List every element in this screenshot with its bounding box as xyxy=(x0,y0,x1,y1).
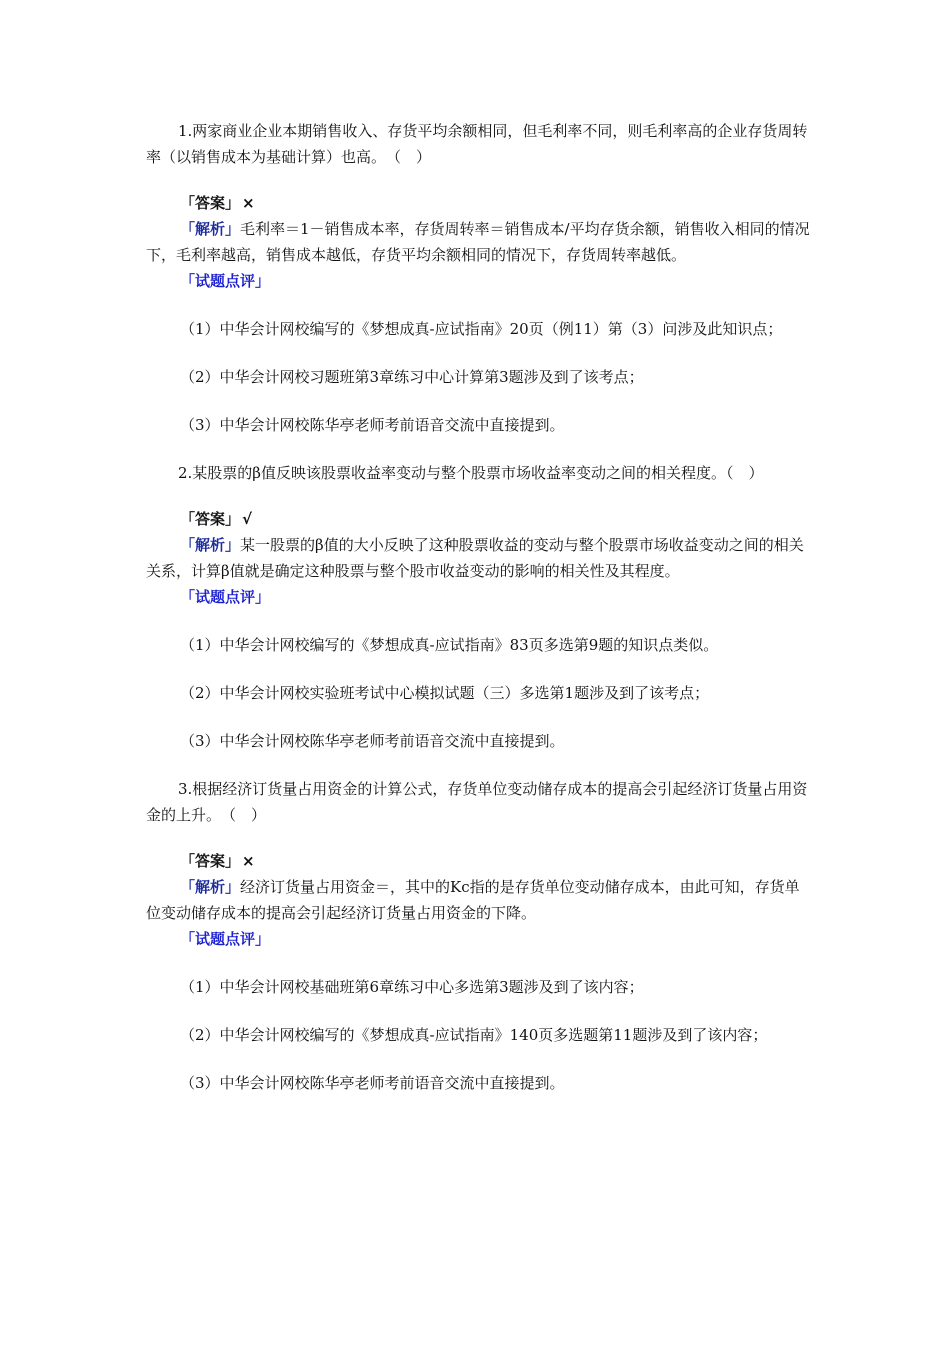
review-item: （3）中华会计网校陈华亭老师考前语音交流中直接提到。 xyxy=(180,1074,565,1092)
answer-value: × xyxy=(242,852,255,870)
question-block-2 xyxy=(146,460,812,754)
review-item: （2）中华会计网校编写的《梦想成真-应试指南》140页多选题第11题涉及到了该内容； xyxy=(180,1026,768,1044)
review-item: （1）中华会计网校编写的《梦想成真-应试指南》83页多选第9题的知识点类似。 xyxy=(180,636,719,654)
answer-label: 「答案」 xyxy=(180,852,241,870)
analysis-text: 毛利率＝1－销售成本率，存货周转率＝销售成本/平均存货余额，销售收入相同的情况下，毛利率越高，销售成本越低，存货平均余额相同的情况下，存货周转率越低。 xyxy=(146,220,810,264)
answer-label: 「答案」 xyxy=(180,510,241,528)
question-block-1 xyxy=(146,118,812,438)
review-item: （1）中华会计网校基础班第6章练习中心多选第3题涉及到了该内容； xyxy=(180,978,644,996)
review-item: （1）中华会计网校编写的《梦想成真-应试指南》20页（例11）第（3）问涉及此知识点； xyxy=(180,320,783,338)
review-item: （2）中华会计网校实验班考试中心模拟试题（三）多选第1题涉及到了该考点； xyxy=(180,684,710,702)
document-body xyxy=(146,118,812,1118)
analysis-label: 「解析」 xyxy=(180,878,241,896)
answer-label: 「答案」 xyxy=(180,194,241,212)
review-label: 「试题点评」 xyxy=(180,588,271,606)
analysis-text: 经济订货量占用资金＝，其中的Kc指的是存货单位变动储存成本，由此可知，存货单位变动储存成本的提高会引起经济订货量占用资金的下降。 xyxy=(146,878,800,922)
answer-value: × xyxy=(242,194,255,212)
analysis-paragraph xyxy=(146,874,812,926)
review-item: （2）中华会计网校习题班第3章练习中心计算第3题涉及到了该考点； xyxy=(180,368,644,386)
analysis-label: 「解析」 xyxy=(180,220,241,238)
analysis-label: 「解析」 xyxy=(180,536,241,554)
answer-line xyxy=(146,190,812,216)
answer-line xyxy=(146,848,812,874)
analysis-text: 某一股票的β值的大小反映了这种股票收益的变动与整个股票市场收益变动之间的相关关系，计算β值就是确定这种股票与整个股市收益变动的影响的相关性及其程度。 xyxy=(146,536,804,580)
question-text: 2.某股票的β值反映该股票收益率变动与整个股票市场收益率变动之间的相关程度。（ ） xyxy=(178,464,764,482)
question-text: 3.根据经济订货量占用资金的计算公式，存货单位变动储存成本的提高会引起经济订货量占用资金的上升。 （ ） xyxy=(146,780,808,824)
review-label: 「试题点评」 xyxy=(180,272,271,290)
review-item: （3）中华会计网校陈华亭老师考前语音交流中直接提到。 xyxy=(180,416,565,434)
review-item: （3）中华会计网校陈华亭老师考前语音交流中直接提到。 xyxy=(180,732,565,750)
answer-value: √ xyxy=(242,510,253,528)
review-label: 「试题点评」 xyxy=(180,930,271,948)
answer-line xyxy=(146,506,812,532)
analysis-paragraph xyxy=(146,216,812,268)
question-block-3 xyxy=(146,776,812,1096)
analysis-paragraph xyxy=(146,532,812,584)
question-text: 1.两家商业企业本期销售收入、存货平均余额相同，但毛利率不同，则毛利率高的企业存货周转率（以销售成本为基础计算）也高。 （ ） xyxy=(146,122,808,166)
